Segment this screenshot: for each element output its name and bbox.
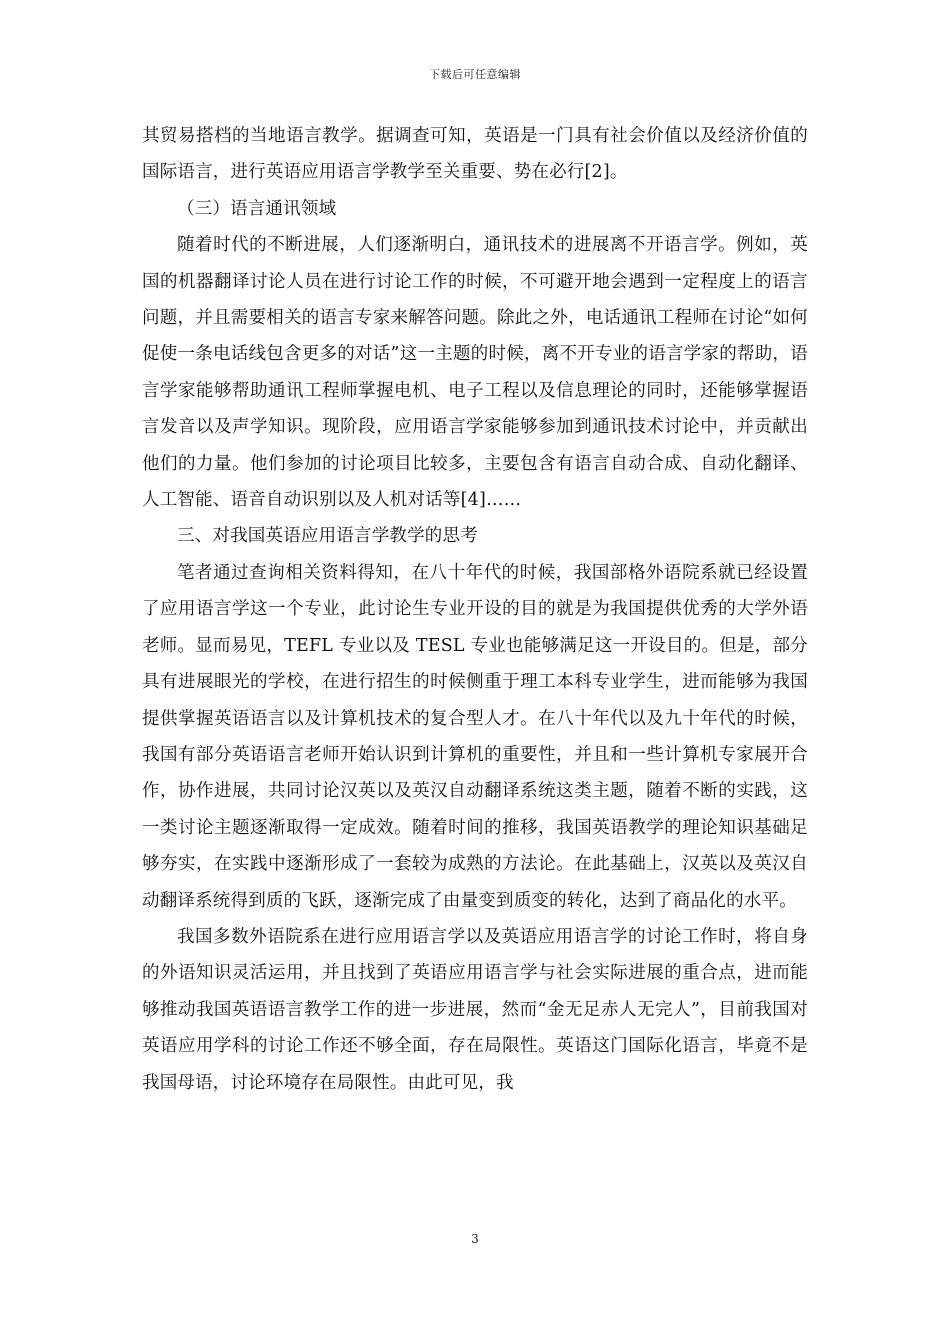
paragraph-continued: 其贸易搭档的当地语言教学。据调查可知，英语是一门具有社会价值以及经济价值的国际语言，进行英语应用语言学教学至关重要、势在必行[2]。 [142, 126, 808, 183]
paragraph-limitations: 我国多数外语院系在进行应用语言学以及英语应用语言学的讨论工作时，将自身的外语知识灵活运用，并且找到了英语应用语言学与社会实际进展的重合点，进而能够推动我国英语语言教学工作的进一步进展，然而“金无足赤人无完人”，目前我国对英语应用学科的讨论工作还不够全面，存在局限性。英语这门国际化语言，毕竟不是我国母语，讨论环境存在局限性。由此可见，我 [142, 926, 808, 1093]
section-heading-reflection: 三、对我国英语应用语言学教学的思考 [177, 526, 478, 547]
section-heading-communication: （三）语言通讯领域 [177, 198, 337, 219]
page-number: 3 [471, 1232, 479, 1246]
paragraph-communication: 随着时代的不断进展，人们逐渐明白，通讯技术的进展离不开语言学。例如，英国的机器翻译讨论人员在进行讨论工作的时候，不可避开地会遇到一定程度上的语言问题，并且需要相关的语言专家来解答问题。除此之外，电话通讯工程师在讨论“如何促使一条电话线包含更多的对话”这一主题的时候，离不开专业的语言学家的帮助，语言学家能够帮助通讯工程师掌握电机、电子工程以及信息理论的同时，还能够掌握语言发音以及声学知识。现阶段，应用语言学家能够参加到通讯技术讨论中，并贡献出他们的力量。他们参加的讨论项目比较多，主要包含有语言自动合成、自动化翻译、人工智能、语音自动识别以及人机对话等[4]…… [142, 235, 808, 511]
document-body [142, 118, 808, 1101]
page-header: 下载后可任意编辑 [429, 68, 521, 81]
paragraph-history: 笔者通过查询相关资料得知，在八十年代的时候，我国部格外语院系就已经设置了应用语言学这一个专业，此讨论生专业开设的目的就是为我国提供优秀的大学外语老师。显而易见，TEFL 专业以及 TESL 专业也能够满足这一开设目的。但是，部分具有进展眼光的学校，在进行招生的时候侧重于理工本科专业学生，进而能够为我国提供掌握英语语言以及计算机技术的复合型人才。在八十年代以及九十年代的时候，我国有部分英语语言老师开始认识到计算机的重要性，并且和一些计算机专家展开合作，协作进展，共同讨论汉英以及英汉自动翻译系统这类主题，随着不断的实践，这一类讨论主题逐渐取得一定成效。随着时间的推移，我国英语教学的理论知识基础足够夯实，在实践中逐渐形成了一套较为成熟的方法论。在此基础上，汉英以及英汉自动翻译系统得到质的飞跃，逐渐完成了由量变到质变的转化，达到了商品化的水平。 [142, 562, 808, 911]
